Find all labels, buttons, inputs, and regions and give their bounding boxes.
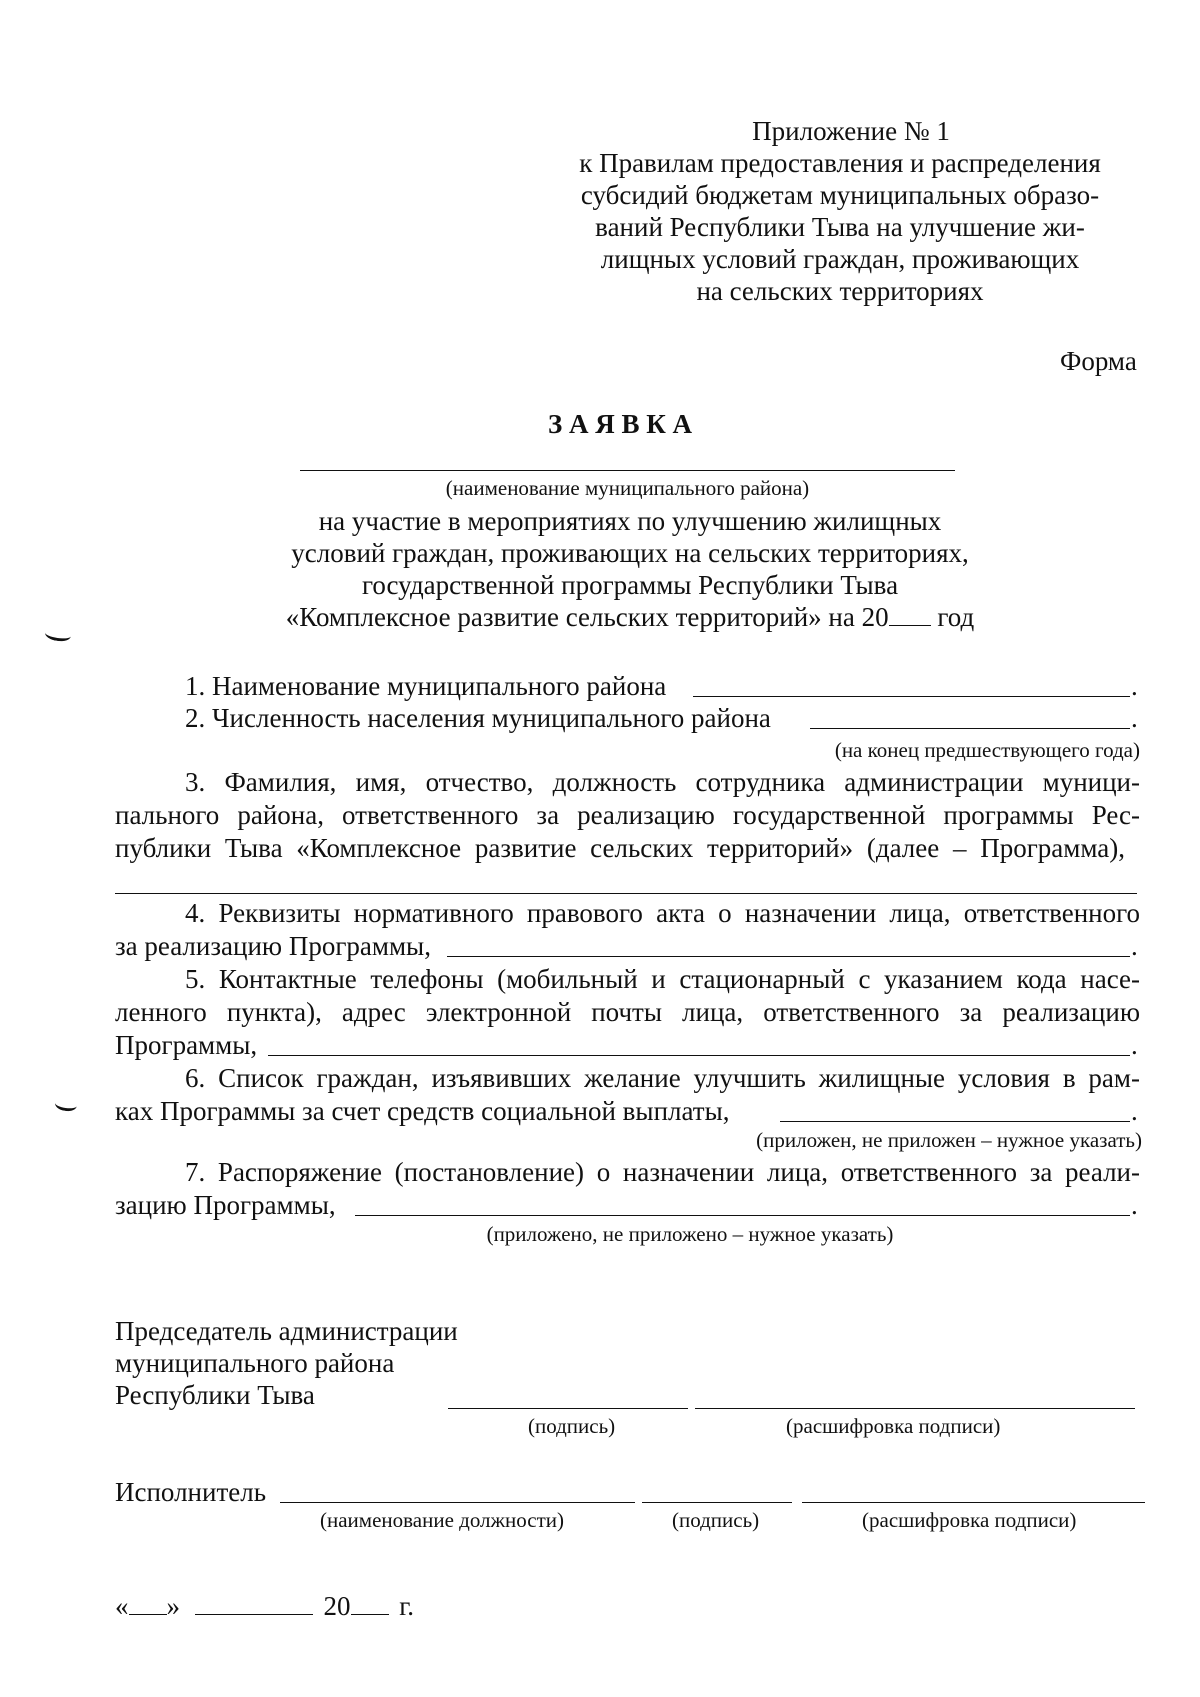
- chair-signature-blank: [448, 1408, 688, 1409]
- date-close-quote: »: [166, 1591, 180, 1621]
- date-row: [115, 1590, 414, 1622]
- item-2-note: (на конец предшествующего года): [834, 738, 1140, 762]
- subtitle-line: государственной программы Республики Тыва: [361, 570, 899, 600]
- item-5-line: 5. Контактные телефоны (мобильный и стационарный с указанием кода насе-: [185, 964, 1140, 994]
- executor-position-caption: (наименование должности): [320, 1508, 565, 1532]
- appendix-number: Приложение № 1: [752, 116, 950, 146]
- item-1-label: 1. Наименование муниципального района: [185, 671, 667, 701]
- item-5-blank: [268, 1055, 1130, 1056]
- item-6-line: 6. Список граждан, изъявивших желание улучшить жилищные условия в рам-: [185, 1063, 1140, 1093]
- item-6-blank: [780, 1121, 1130, 1122]
- item-3-blank: [115, 893, 1137, 894]
- district-name-blank: [300, 470, 955, 471]
- item-2-label: 2. Численность населения муниципального района: [185, 703, 771, 733]
- chair-decode-caption: (расшифровка подписи): [786, 1414, 1001, 1438]
- subtitle-line: [150, 601, 1110, 633]
- subtitle-line: условий граждан, проживающих на сельских территориях,: [291, 538, 969, 568]
- chair-line: Республики Тыва: [115, 1380, 315, 1410]
- date-year-suffix: г.: [399, 1591, 415, 1621]
- item-6-period: .: [1131, 1096, 1138, 1126]
- appendix-block: [560, 115, 1120, 307]
- document-title: З А Я В К А: [547, 409, 693, 439]
- appendix-line: на сельских территориях: [696, 276, 984, 306]
- item-7-period: .: [1131, 1190, 1138, 1220]
- executor-label: Исполнитель: [115, 1477, 267, 1507]
- chair-line: Председатель администрации: [115, 1316, 458, 1346]
- item-4-line: за реализацию Программы,: [115, 931, 431, 961]
- chair-decode-blank: [695, 1408, 1135, 1409]
- chair-title: [115, 1315, 458, 1411]
- executor-decode-caption: (расшифровка подписи): [862, 1508, 1077, 1532]
- subtitle: [150, 505, 1110, 633]
- item-4-blank: [447, 956, 1130, 957]
- item-4-period: .: [1131, 931, 1138, 961]
- date-year-blank: [351, 1594, 389, 1615]
- appendix-line: субсидий бюджетам муниципальных образо-: [580, 180, 1100, 210]
- item-3-line: публики Тыва «Комплексное развитие сельских территорий» (далее – Программа),: [115, 833, 1125, 863]
- item-3-line: 3. Фамилия, имя, отчество, должность сотрудника администрации муници-: [185, 767, 1140, 797]
- date-year-prefix: 20: [323, 1591, 351, 1621]
- scan-mark: [44, 626, 72, 642]
- item-3-line: пального района, ответственного за реализацию государственной программы Рес-: [115, 800, 1140, 830]
- subtitle-year-word: год: [937, 602, 975, 632]
- item-5-period: .: [1131, 1030, 1138, 1060]
- date-day-blank: [129, 1594, 167, 1615]
- date-open-quote: «: [115, 1591, 129, 1621]
- item-1-period: .: [1131, 671, 1138, 701]
- executor-position-blank: [280, 1502, 635, 1503]
- item-7-line: зацию Программы,: [115, 1190, 336, 1220]
- chair-sign-caption: (подпись): [528, 1414, 616, 1438]
- appendix-line: лищных условий граждан, проживающих: [600, 244, 1080, 274]
- executor-decode-blank: [802, 1502, 1145, 1503]
- item-2-blank: [810, 728, 1130, 729]
- appendix-line: ваний Республики Тыва на улучшение жи-: [595, 212, 1085, 242]
- item-2-period: .: [1131, 703, 1138, 733]
- executor-signature-blank: [642, 1502, 792, 1503]
- item-5-line: ленного пункта), адрес электронной почты лица, ответственного за реализацию: [115, 997, 1140, 1027]
- scan-mark: [54, 1097, 78, 1113]
- date-month-blank: [195, 1594, 313, 1615]
- item-6-note: (приложен, не приложен – нужное указать): [756, 1128, 1142, 1152]
- form-label: Форма: [1060, 346, 1137, 376]
- item-7-blank: [355, 1215, 1130, 1216]
- item-5-line: Программы,: [115, 1030, 258, 1060]
- year-blank: [889, 605, 931, 626]
- item-7-line: 7. Распоряжение (постановление) о назначении лица, ответственного за реали-: [185, 1157, 1140, 1187]
- item-1-blank: [693, 696, 1130, 697]
- subtitle-line: на участие в мероприятиях по улучшению жилищных: [318, 506, 942, 536]
- item-4-line: 4. Реквизиты нормативного правового акта о назначении лица, ответственного: [185, 898, 1140, 928]
- executor-sign-caption: (подпись): [672, 1508, 760, 1532]
- subtitle-year-text: «Комплексное развитие сельских территорий» на 20: [285, 602, 889, 632]
- chair-line: муниципального района: [115, 1348, 395, 1378]
- item-6-line: ках Программы за счет средств социальной выплаты,: [115, 1096, 730, 1126]
- district-caption: (наименование муниципального района): [445, 476, 810, 500]
- appendix-line: к Правилам предоставления и распределения: [579, 148, 1101, 178]
- item-7-note: (приложено, не приложено – нужное указать): [486, 1222, 894, 1246]
